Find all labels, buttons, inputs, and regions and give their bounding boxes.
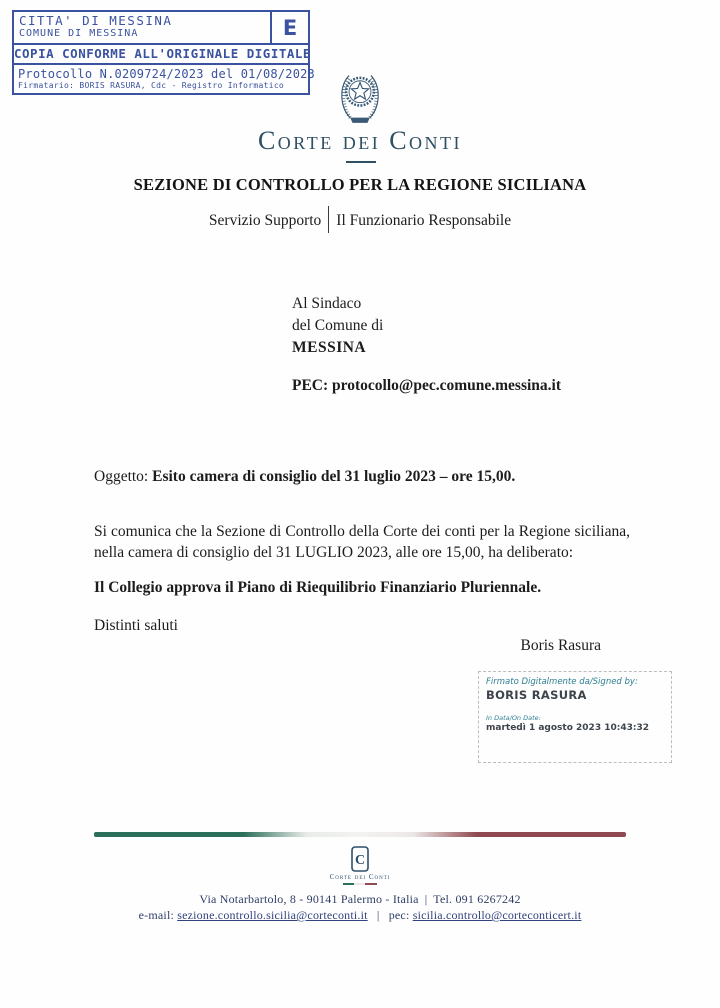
stamp-city: CITTA' DI MESSINA	[19, 13, 173, 28]
org-wordmark: Corte dei Conti	[257, 126, 463, 155]
signed-by-label: Firmato Digitalmente da/Signed by:	[486, 677, 638, 687]
footer-pec-link[interactable]: sicilia.controllo@corteconticert.it	[412, 908, 582, 922]
recipient-pec: PEC: protocollo@pec.comune.messina.it	[292, 377, 561, 394]
stamp-copy-label: COPIA CONFORME ALL'ORIGINALE DIGITALE	[12, 43, 310, 65]
service-right: Il Funzionario Responsabile	[336, 212, 512, 229]
service-left: Servizio Supporto	[208, 212, 322, 229]
corte-dei-conti-emblem-icon	[331, 60, 389, 128]
tricolor-bar	[94, 832, 626, 837]
sign-date-value: martedì 1 agosto 2023 10:43:32	[486, 723, 649, 733]
footer-separator-1: |	[424, 892, 428, 906]
svg-text:C: C	[354, 853, 366, 868]
subject-label: Oggetto:	[94, 468, 153, 485]
footer-address: Via Notarbartolo, 8 - 90141 Palermo - Italia	[199, 892, 419, 906]
footer-email-label: e-mail:	[138, 908, 175, 922]
recipient-city: MESSINA	[292, 339, 367, 356]
footer-logo-caption: Corte dei Conti	[329, 873, 391, 881]
resolution-line: Il Collegio approva il Piano di Riequilibrio Finanziario Pluriennale.	[94, 579, 542, 596]
section-title: SEZIONE DI CONTROLLO PER LA REGIONE SICILIANA	[133, 175, 587, 194]
protocol-stamp	[12, 10, 315, 95]
digital-signer-name: BORIS RASURA	[486, 688, 587, 702]
body-paragraph: Si comunica che la Sezione di Controllo della Corte dei conti per la Regione siciliana, nella camera di consiglio del 31 LUGLIO 2023, alle ore 15,00, ha deliberato:	[94, 523, 630, 561]
wordmark-underline	[346, 161, 376, 163]
stamp-entity	[14, 12, 270, 43]
stamp-corner-letter: E	[270, 12, 308, 43]
footer-mini-tricolor	[343, 883, 377, 885]
footer-phone: Tel. 091 6267242	[433, 892, 521, 906]
service-divider	[328, 206, 329, 233]
footer-address-line	[0, 892, 720, 907]
sign-date-label: In Data/On Date:	[486, 714, 541, 722]
recipient-line-1: Al Sindaco	[292, 295, 362, 312]
stamp-header-row	[12, 10, 310, 45]
stamp-comune: COMUNE DI MESSINA	[19, 28, 139, 39]
signature-name: Boris Rasura	[520, 637, 601, 654]
stamp-protocol-number: Protocollo N.0209724/2023 del 01/08/2023	[18, 67, 315, 81]
digital-signature-box	[478, 671, 672, 763]
service-line	[0, 203, 720, 230]
closing-line: Distinti saluti	[94, 617, 178, 634]
footer-contact-line	[0, 908, 720, 923]
stamp-protocol-row	[12, 63, 315, 95]
footer-logo-icon	[351, 846, 369, 872]
subject-line	[94, 468, 628, 486]
footer-separator-2: |	[376, 908, 380, 922]
recipient-block	[292, 293, 561, 397]
subject-text: Esito camera di consiglio del 31 luglio 2023 – ore 15,00.	[152, 468, 516, 485]
stamp-signer: Firmatario: BORIS RASURA, Cdc - Registro Informatico	[18, 81, 285, 90]
footer-pec-label: pec:	[388, 908, 410, 922]
recipient-line-2: del Comune di	[292, 317, 384, 334]
footer-email-link[interactable]: sezione.controllo.sicilia@corteconti.it	[177, 908, 368, 922]
